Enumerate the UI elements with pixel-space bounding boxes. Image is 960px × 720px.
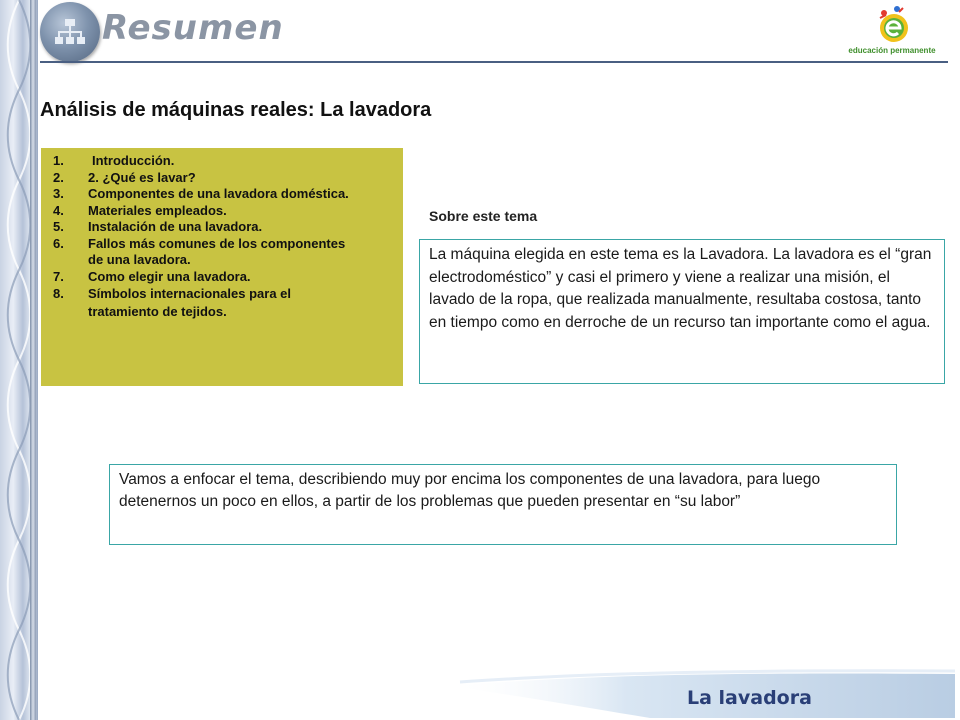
- footer-title: La lavadora: [687, 687, 812, 709]
- about-heading: Sobre este tema: [429, 208, 538, 224]
- brand-logo: [834, 4, 950, 60]
- index-item: 6. Fallos más comunes de los componentes de una lavadora.: [53, 235, 346, 267]
- header-logo: [40, 2, 100, 62]
- index-item: 1. Introducción.: [53, 153, 175, 168]
- index-box: [41, 148, 403, 386]
- educacion-permanente-logo: [874, 4, 912, 44]
- index-item: 3. Componentes de una lavadora doméstica.: [53, 186, 349, 201]
- index-list: [49, 153, 349, 321]
- header-divider: [40, 61, 948, 63]
- index-item: 7. Como elegir una lavadora.: [53, 268, 251, 284]
- slide-title: Análisis de máquinas reales: La lavadora: [40, 99, 432, 121]
- sitemap-icon: [54, 16, 86, 48]
- focus-text-box: Vamos a enfocar el tema, describiendo muy por encima los componentes de una lavadora, para luego detenernos un poco en ellos, a partir de los problemas que pueden presentar en “su labor”: [109, 464, 897, 545]
- index-item: 4. Materiales empleados.: [53, 202, 227, 218]
- index-item: 2. 2. ¿Qué es lavar?: [53, 169, 196, 185]
- index-item: 5. Instalación de una lavadora.: [53, 219, 263, 234]
- header-title: Resumen: [102, 8, 284, 48]
- index-item: 8. Símbolos internacionales para el tratamiento de tejidos.: [53, 286, 292, 319]
- brand-name: educación permanente: [848, 46, 936, 55]
- about-text-box: La máquina elegida en este tema es la Lavadora. La lavadora es el “gran electrodoméstico” y casi el primero y viene a realizar una misión, el lavado de la ropa, que realizada manualmente, resultaba costosa, tanto en tiempo como en derroche de un recurso tan importante como el agua.: [419, 239, 945, 384]
- stripe-edge: [30, 0, 36, 720]
